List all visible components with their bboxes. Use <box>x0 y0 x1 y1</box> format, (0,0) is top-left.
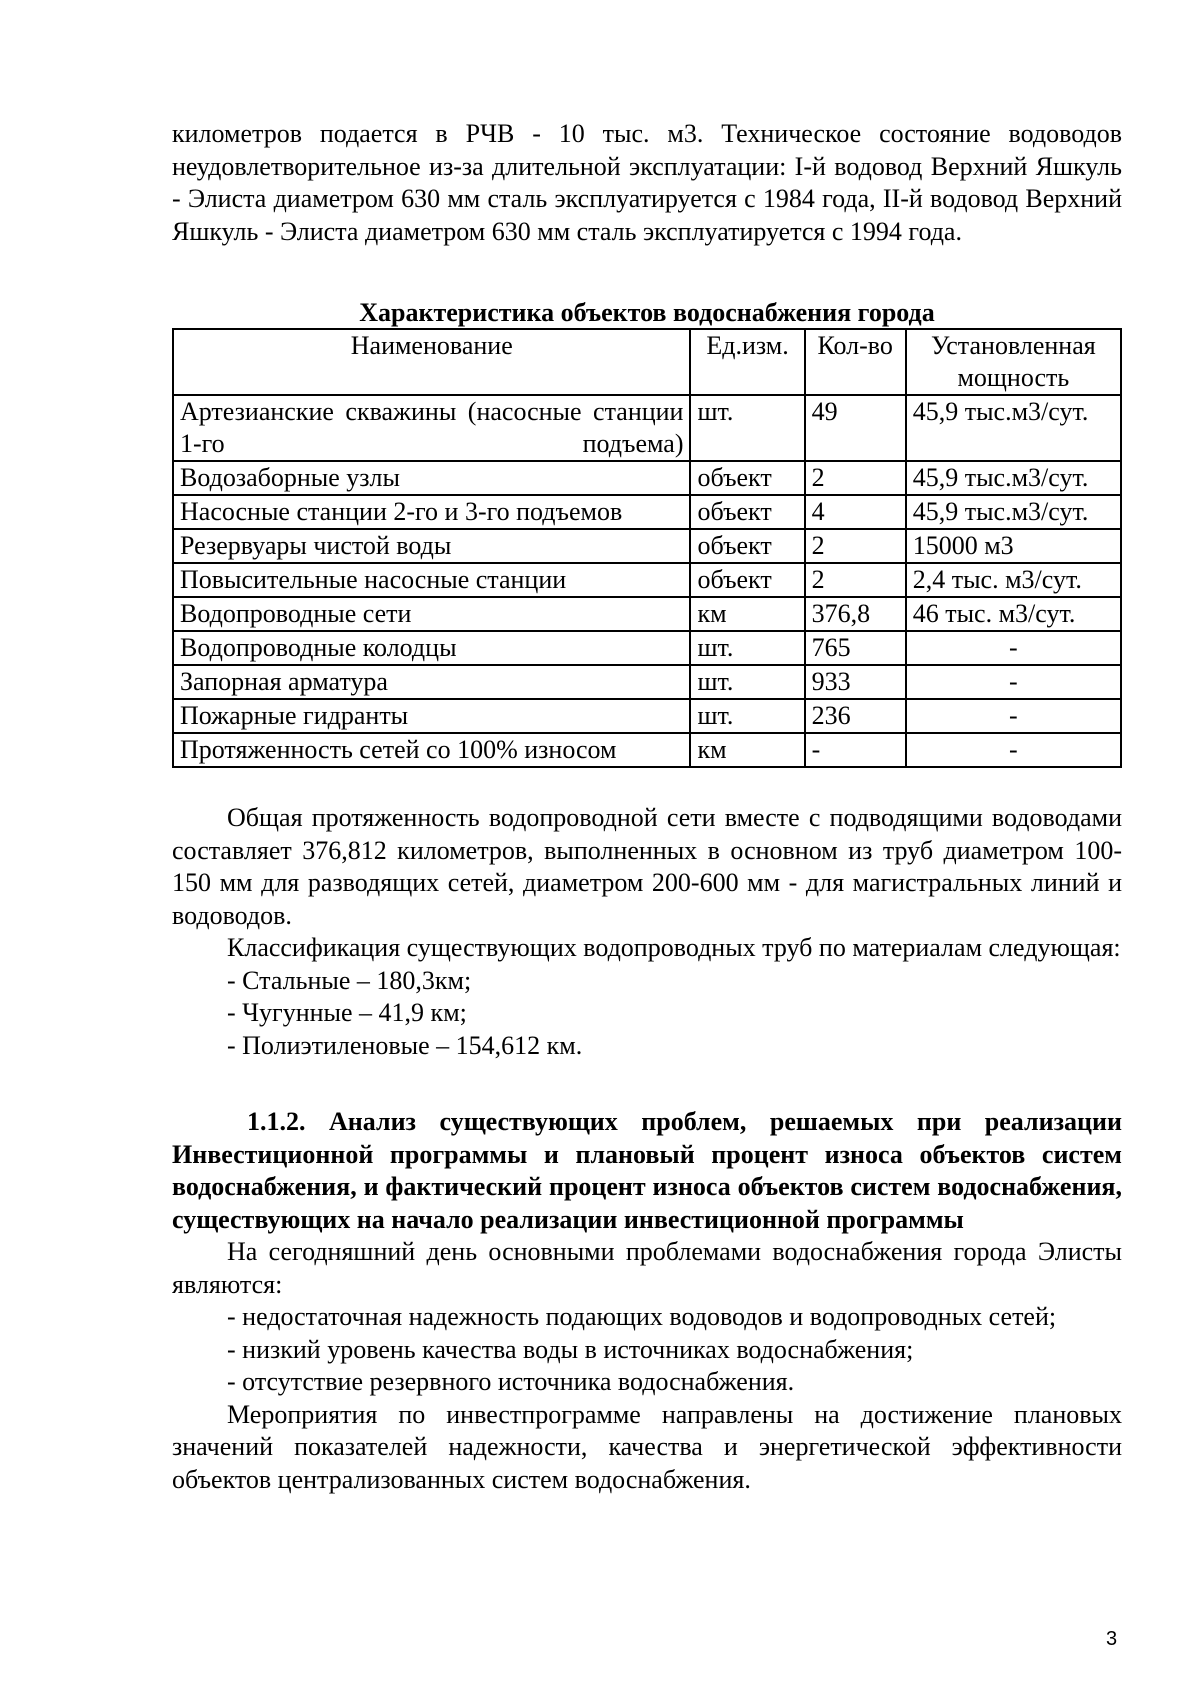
cell-unit: км <box>690 597 804 631</box>
cell-name: Водозаборные узлы <box>173 461 690 495</box>
cell-name: Повысительные насосные станции <box>173 563 690 597</box>
cell-qty: 236 <box>805 699 906 733</box>
table-row <box>173 461 1121 495</box>
problem-item: - отсутствие резервного источника водоснабжения. <box>227 1367 795 1396</box>
problem-item: - низкий уровень качества воды в источниках водоснабжения; <box>227 1334 914 1364</box>
cell-capacity: 15000 м3 <box>906 529 1121 563</box>
pipe-classification-paragraph: Классификация существующих водопроводных труб по материалам следующая: <box>227 933 1121 962</box>
material-item-cast-iron: - Чугунные – 41,9 км; <box>227 998 467 1027</box>
spacer <box>172 768 1122 802</box>
problem-item: - недостаточная надежность подающих водоводов и водопроводных сетей; <box>227 1302 1057 1331</box>
header-qty: Кол-во <box>805 329 906 395</box>
header-capacity: Установленная мощность <box>906 329 1121 395</box>
cell-unit: объект <box>690 529 804 563</box>
cell-qty: 376,8 <box>805 597 906 631</box>
cell-name: Протяженность сетей со 100% износом <box>173 733 690 767</box>
table-row <box>173 665 1121 699</box>
cell-capacity: 45,9 тыс.м3/сут. <box>906 461 1121 495</box>
cell-capacity: 46 тыс. м3/сут. <box>906 597 1121 631</box>
cell-unit: шт. <box>690 395 804 461</box>
cell-name: Водопроводные сети <box>173 597 690 631</box>
cell-name: Артезианские скважины (насосные станции 1-го подъема) <box>173 395 690 461</box>
material-item-polyethylene: - Полиэтиленовые – 154,612 км. <box>227 1030 583 1060</box>
cell-capacity: - <box>906 665 1121 699</box>
cell-capacity: - <box>906 733 1121 767</box>
cell-unit: объект <box>690 461 804 495</box>
table-row <box>173 631 1121 665</box>
cell-capacity: - <box>906 699 1121 733</box>
cell-qty: 49 <box>805 395 906 461</box>
table-row <box>173 495 1121 529</box>
table-row <box>173 597 1121 631</box>
cell-unit: шт. <box>690 631 804 665</box>
cell-qty: 4 <box>805 495 906 529</box>
intro-paragraph: километров подается в РЧВ - 10 тыс. м3. Техническое состояние водоводов неудовлетворительное из-за длительной эксплуатации: I-й водовод Верхний Яшкуль - Элиста диаметром 630 мм сталь эксплуатируется с 1984 года, II-й водовод Верхний Яшкуль - Элиста диаметром 630 мм сталь эксплуатируется с 1994 года. <box>172 119 1122 246</box>
network-length-paragraph: Общая протяженность водопроводной сети вместе с подводящими водоводами составляет 376,812 километров, выполненных в основном из труб диаметром 100-150 мм для разводящих сетей, диаметром 200-600 мм - для магистральных линий и водоводов. <box>172 803 1122 930</box>
cell-name: Запорная арматура <box>173 665 690 699</box>
table-row <box>173 563 1121 597</box>
cell-name: Пожарные гидранты <box>173 699 690 733</box>
water-supply-objects-table <box>172 328 1122 768</box>
cell-capacity: - <box>906 631 1121 665</box>
page-number: 3 <box>1106 1628 1118 1650</box>
cell-unit: объект <box>690 495 804 529</box>
header-name: Наименование <box>173 329 690 395</box>
cell-capacity: 2,4 тыс. м3/сут. <box>906 563 1121 597</box>
cell-unit: шт. <box>690 665 804 699</box>
cell-qty: 2 <box>805 461 906 495</box>
cell-unit: км <box>690 733 804 767</box>
cell-qty: 2 <box>805 563 906 597</box>
cell-qty: - <box>805 733 906 767</box>
cell-unit: объект <box>690 563 804 597</box>
cell-qty: 2 <box>805 529 906 563</box>
cell-qty: 933 <box>805 665 906 699</box>
cell-unit: шт. <box>690 699 804 733</box>
cell-capacity: 45,9 тыс.м3/сут. <box>906 395 1121 461</box>
table-row <box>173 529 1121 563</box>
problems-intro-paragraph: На сегодняшний день основными проблемами водоснабжения города Элисты являются: <box>172 1237 1122 1299</box>
document-page <box>172 118 1122 1496</box>
cell-name: Насосные станции 2-го и 3-го подъемов <box>173 495 690 529</box>
table-row <box>173 395 1121 461</box>
section-heading: 1.1.2. Анализ существующих проблем, решаемых при реализации Инвестиционной программы и плановый процент износа объектов систем водоснабжения, и фактический процент износа объектов систем водоснабжения, существующих на начало реализации инвестиционной программы <box>172 1107 1122 1234</box>
cell-qty: 765 <box>805 631 906 665</box>
material-item-steel: - Стальные – 180,3км; <box>227 965 472 995</box>
table-header-row <box>173 329 1121 395</box>
table-title: Характеристика объектов водоснабжения города <box>359 298 935 327</box>
conclusion-paragraph: Мероприятия по инвестпрограмме направлены на достижение плановых значений показателей надежности, качества и энергетической эффективности объектов централизованных систем водоснабжения. <box>172 1399 1122 1494</box>
header-unit: Ед.изм. <box>690 329 804 395</box>
cell-capacity: 45,9 тыс.м3/сут. <box>906 495 1121 529</box>
cell-name: Водопроводные колодцы <box>173 631 690 665</box>
table-row <box>173 733 1121 767</box>
cell-name: Резервуары чистой воды <box>173 529 690 563</box>
table-row <box>173 699 1121 733</box>
